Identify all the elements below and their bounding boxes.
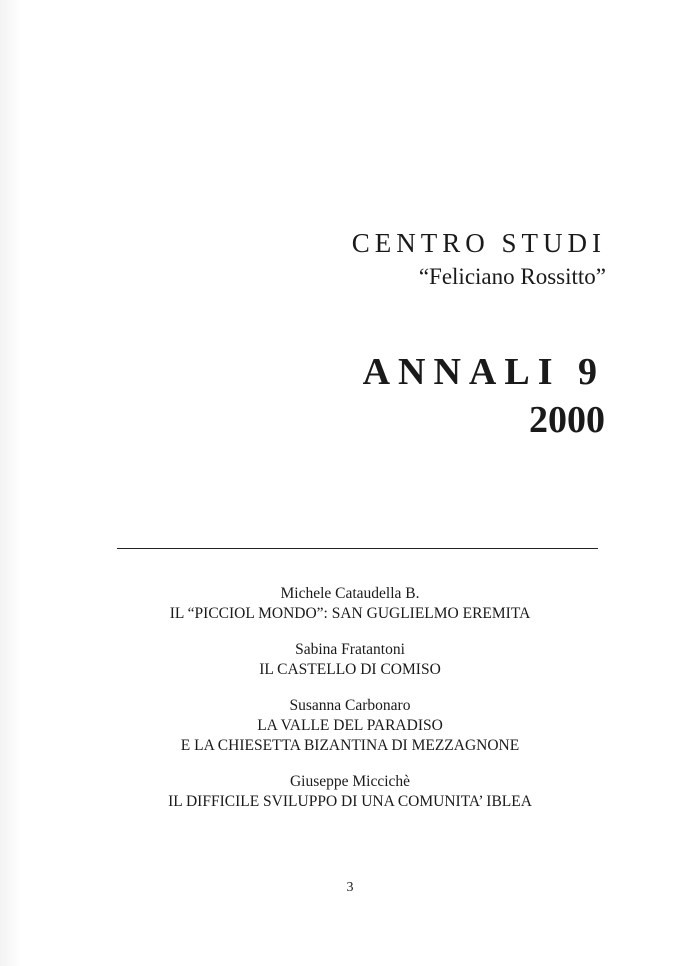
publication-year: 2000 — [529, 399, 605, 441]
table-of-contents — [0, 584, 682, 828]
entry-author: Sabina Fratantoni — [295, 641, 405, 658]
institute-label: CENTRO STUDI — [351, 228, 606, 258]
contents-entry — [0, 772, 682, 812]
entry-author: Susanna Carbonaro — [289, 697, 411, 714]
institute-header — [352, 226, 606, 292]
publication-title — [363, 350, 605, 442]
divider-line — [117, 548, 598, 549]
entry-title: IL “PICCIOL MONDO”: SAN GUGLIELMO EREMITA — [169, 605, 531, 622]
page-number: 3 — [346, 880, 354, 895]
entry-author: Michele Cataudella B. — [280, 585, 420, 602]
series-title: ANNALI 9 — [362, 351, 605, 393]
contents-entry — [0, 640, 682, 680]
contents-entry — [0, 696, 682, 756]
contents-entry — [0, 584, 682, 624]
entry-author: Giuseppe Miccichè — [289, 773, 411, 790]
institute-name: “Feliciano Rossitto” — [418, 264, 606, 289]
entry-title-continued: E LA CHIESETTA BIZANTINA DI MEZZAGNONE — [180, 737, 520, 754]
entry-title: IL DIFFICILE SVILUPPO DI UNA COMUNITA’ IBLEA — [168, 793, 532, 810]
entry-title: LA VALLE DEL PARADISO — [257, 717, 443, 734]
entry-title: IL CASTELLO DI COMISO — [259, 661, 441, 678]
